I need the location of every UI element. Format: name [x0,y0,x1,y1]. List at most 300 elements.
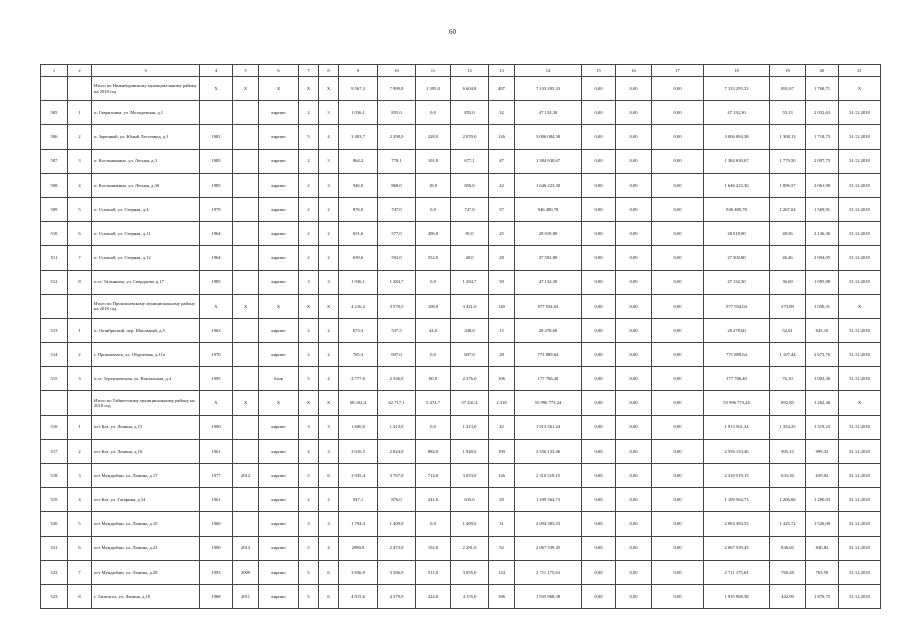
cell-total-area: 68 102,4 [339,391,378,415]
cell-reg-no: 514 [41,343,68,367]
cell-living-area: 876,0 [378,488,416,512]
cell-floors: X [299,294,319,318]
header-col-12: 12 [451,65,489,77]
cell-deadline: 31.12.2018 [839,488,881,512]
cell-reg-no: 507 [41,149,68,173]
cell-entrances: X [319,77,339,101]
cell-year-built: 1985 [200,173,233,197]
cell-address: п. Степной, ул. Стерная, д.12 [92,246,200,270]
cell-owners-funds: 1 935 968,38 [704,584,770,608]
cell-year-renovated [233,173,259,197]
cell-year-renovated [233,512,259,536]
cell-address: п. Октябрьский, пер. Школьный, д.5 [92,318,200,342]
cell-cost-per-m2: 1 354,25 [770,415,806,439]
cell-nonresidential-area: 0,0 [416,270,451,294]
cell-nonresidential-area: 228,0 [416,125,451,149]
cell-deadline: 31.12.2018 [839,125,881,149]
cell-local-budget: 0,00 [652,101,704,125]
cell-living-area: 2 336,0 [378,367,416,391]
cell-reg-no: 510 [41,222,68,246]
cell-year-renovated [233,101,259,125]
cell-floors: 5 [299,584,319,608]
cell-address: п. Заречный, ул. Юный Лесозавод, д.1 [92,125,200,149]
header-col-2: 2 [68,65,92,77]
cell-year-renovated [233,222,259,246]
cell-total-cost: 2 556 133,46 [515,439,582,463]
cell-nonresidential-area: 884,0 [416,439,451,463]
cell-year-renovated [233,197,259,221]
cell-owners-funds: 946 480,78 [704,197,770,221]
cell-nonresidential-area: 224,0 [416,584,451,608]
cell-nonresidential-area: 1 395,0 [416,77,451,101]
cell-residents: 31 [489,512,515,536]
cell-residents: 32 [489,101,515,125]
cell-residents: 126 [489,464,515,488]
table-row [41,246,881,270]
cell-floors: X [299,391,319,415]
cell-nonresidential-area: 101,0 [416,149,451,173]
cell-owners-funds: 1 109 564,73 [704,488,770,512]
cell-regional-budget: 0,00 [616,173,652,197]
cell-residential-area: 677,1 [451,149,489,173]
cell-year-built: 1961 [200,488,233,512]
cell-year-built: 1990 [200,415,233,439]
cell-fund-contribution: 0,00 [582,343,616,367]
table-row [41,125,881,149]
cell-entrances: 3 [319,512,339,536]
cell-deadline: X [839,391,881,415]
cell-fund-contribution: 0,00 [582,512,616,536]
cell-max-cost-per-m2: 1 718,73 [806,125,839,149]
table-row [41,77,881,101]
cell-floors: 2 [299,343,319,367]
cell-residential-area: 635,0 [451,488,489,512]
cell-living-area: 868,0 [378,173,416,197]
cell-cost-per-m2: 836,05 [770,536,806,560]
cell-year-built: 1979 [200,197,233,221]
cell-entrances: 2 [319,197,339,221]
cell-address: п.ст. Терентьевская, ул. Вокзальная, д.4 [92,367,200,391]
cell-living-area: 537,5 [378,318,416,342]
cell-fund-contribution: 0,00 [582,77,616,101]
cell-local-budget: 0,00 [652,173,704,197]
cell-total-cost: 28 018,80 [515,222,582,246]
cell-year-renovated [233,439,259,463]
cell-local-budget: 0,00 [652,343,704,367]
cell-reg-no [41,77,68,101]
cell-nonresidential-area: 44,0 [416,318,451,342]
cell-item-no: 8 [68,584,92,608]
cell-fund-contribution: 0,00 [582,536,616,560]
cell-total-cost: 27 502,80 [515,246,582,270]
cell-total-area: 2 777,6 [339,367,378,391]
cell-owners-funds: 1 913 561,24 [704,415,770,439]
cell-floors: 2 [299,488,319,512]
cell-total-cost: 7 133 295,33 [515,77,582,101]
cell-reg-no: 512 [41,270,68,294]
cell-living-area: 855,0 [378,101,416,125]
cell-total-area: 3 016,5 [339,439,378,463]
cell-reg-no: 523 [41,584,68,608]
cell-reg-no: 515 [41,367,68,391]
cell-residents: 42 [489,173,515,197]
header-col-11: 11 [416,65,451,77]
cell-item-no: 2 [68,125,92,149]
cell-entrances: 6 [319,464,339,488]
cell-wall-material: кирпич [259,584,299,608]
cell-item-no: 4 [68,488,92,512]
cell-reg-no: 508 [41,173,68,197]
cell-total-area: 9 567,3 [339,77,378,101]
cell-address: п. Костиншкино, ул. Лесная, д.3 [92,149,200,173]
cell-year-renovated [233,270,259,294]
cell-deadline: X [839,77,881,101]
cell-living-area: 747,0 [378,197,416,221]
cell-owners-funds: 47 132,30 [704,270,770,294]
cell-total-cost: 1 935 968,38 [515,584,582,608]
cell-fund-contribution: 0,00 [582,439,616,463]
cell-owners-funds: 771 889,64 [704,343,770,367]
cell-owners-funds: 977 934,04 [704,294,770,318]
cell-entrances: 6 [319,560,339,584]
cell-year-renovated [233,246,259,270]
cell-living-area: 2 473,0 [378,536,416,560]
cell-entrances: X [319,294,339,318]
cell-total-cost: 2 310 519,15 [515,464,582,488]
table-row [41,222,881,246]
cell-owners-funds: 1 384 630,67 [704,149,770,173]
cell-regional-budget: 0,00 [616,125,652,149]
cell-reg-no: 505 [41,101,68,125]
cell-total-cost: 177 766,40 [515,367,582,391]
cell-regional-budget: 0,00 [616,584,652,608]
cell-max-cost-per-m2: 639,92 [806,464,839,488]
cell-regional-budget: 0,00 [616,391,652,415]
cell-residential-area: 81,0 [451,222,489,246]
cell-nonresidential-area: 0,0 [416,101,451,125]
cell-regional-budget: 0,00 [616,439,652,463]
cell-fund-contribution: 0,00 [582,125,616,149]
header-col-18: 18 [704,65,770,77]
cell-living-area: 2 824,0 [378,439,416,463]
cell-owners-funds: 2 094 383,53 [704,512,770,536]
cell-regional-budget: 0,00 [616,464,652,488]
cell-reg-no: 521 [41,536,68,560]
cell-nonresidential-area: 0,0 [416,197,451,221]
cell-local-budget: 0,00 [652,246,704,270]
cell-living-area: 3 767,0 [378,464,416,488]
cell-local-budget: 0,00 [652,439,704,463]
cell-fund-contribution: 0,00 [582,584,616,608]
cell-residents: 28 [489,343,515,367]
header-col-1: 1 [41,65,68,77]
cell-address: пгт Каз, ул. Ленина, д.16 [92,439,200,463]
cell-cost-per-m2: 442,09 [770,584,806,608]
cell-living-area: 3 579,5 [378,294,416,318]
cell-item-no: 7 [68,560,92,584]
cell-regional-budget: 0,00 [616,197,652,221]
cell-cost-per-m2: 1 107,44 [770,343,806,367]
cell-max-cost-per-m2: 2 097,75 [806,149,839,173]
cell-floors: 5 [299,464,319,488]
cell-year-renovated [233,149,259,173]
cell-deadline: 31.12.2018 [839,197,881,221]
cell-residents: 126 [489,125,515,149]
cell-total-cost: 28 278,60 [515,318,582,342]
cell-deadline: 31.12.2018 [839,149,881,173]
cell-residents: 186 [489,584,515,608]
cell-max-cost-per-m2: 999,32 [806,439,839,463]
cell-max-cost-per-m2: 1 280,03 [806,488,839,512]
cell-reg-no: 509 [41,197,68,221]
cell-fund-contribution: 0,00 [582,560,616,584]
cell-wall-material: кирпич [259,222,299,246]
cell-total-cost: 1 109 564,73 [515,488,582,512]
cell-fund-contribution: 0,00 [582,270,616,294]
cell-max-cost-per-m2: 2 673,76 [806,343,839,367]
cell-year-built: 1985 [200,149,233,173]
cell-deadline: 31.12.2018 [839,584,881,608]
cell-cost-per-m2: 1 267,04 [770,197,806,221]
cell-nonresidential-area: 0,0 [416,415,451,439]
cell-owners-funds: 177 766,40 [704,367,770,391]
cell-local-budget: 0,00 [652,391,704,415]
cell-max-cost-per-m2: 2 061,98 [806,173,839,197]
cell-owners-funds: 55 996 773,24 [704,391,770,415]
cell-year-built: 1964 [200,246,233,270]
cell-wall-material: кирпич [259,343,299,367]
cell-local-budget: 0,00 [652,464,704,488]
cell-regional-budget: 0,00 [616,415,652,439]
cell-cost-per-m2: 48,56 [770,222,806,246]
table-row [41,294,881,318]
cell-regional-budget: 0,00 [616,77,652,101]
cell-regional-budget: 0,00 [616,294,652,318]
cell-floors: 5 [299,125,319,149]
cell-year-built: 1968 [200,584,233,608]
cell-regional-budget: 0,00 [616,222,652,246]
cell-entrances: 3 [319,173,339,197]
table-row [41,560,881,584]
cell-item-no: 5 [68,512,92,536]
cell-entrances: X [319,391,339,415]
cell-local-budget: 0,00 [652,318,704,342]
cell-floors: 5 [299,560,319,584]
cell-year-renovated: X [233,294,259,318]
cell-deadline: 31.12.2018 [839,222,881,246]
cell-local-budget: 0,00 [652,536,704,560]
cell-year-renovated [233,125,259,149]
cell-living-area: 62 717,1 [378,391,416,415]
cell-residents: 2 318 [489,391,515,415]
cell-fund-contribution: 0,00 [582,101,616,125]
header-col-5: 5 [233,65,259,77]
table-row [41,415,881,439]
cell-entrances: 3 [319,270,339,294]
cell-address: п. Костиншкино, ул. Лесная, д.3б [92,173,200,197]
cell-residents: 106 [489,367,515,391]
cell-fund-contribution: 0,00 [582,318,616,342]
cell-item-no: 7 [68,246,92,270]
cell-max-cost-per-m2: 1 262,46 [806,391,839,415]
cell-deadline: 31.12.2018 [839,560,881,584]
cell-deadline: X [839,294,881,318]
cell-entrances: 3 [319,101,339,125]
cell-year-renovated: 2013 [233,536,259,560]
cell-total-area: 3 403,7 [339,125,378,149]
cell-total-cost: 1 913 561,24 [515,415,582,439]
cell-fund-contribution: 0,00 [582,246,616,270]
cell-nonresidential-area: 552,0 [416,246,451,270]
cell-year-built: X [200,294,233,318]
cell-max-cost-per-m2: 1 768,71 [806,77,839,101]
cell-total-area: 4 216,2 [339,294,378,318]
cell-residential-area: 1 284,7 [451,270,489,294]
cell-item-no: 6 [68,536,92,560]
cell-deadline: 31.12.2018 [839,173,881,197]
cell-floors: 5 [299,536,319,560]
table-row [41,464,881,488]
cell-owners-funds: 3 006 084,38 [704,125,770,149]
page-number: 60 [449,28,456,36]
cell-total-area: 946,0 [339,173,378,197]
cell-nonresidential-area: 496,0 [416,222,451,246]
cell-residents: 25 [489,222,515,246]
cell-residential-area: 3 053,0 [451,464,489,488]
cell-nonresidential-area: 0,0 [416,512,451,536]
cell-residents: 50 [489,270,515,294]
cell-regional-budget: 0,00 [616,149,652,173]
cell-address: Итого по Нижнеудинскому муниципальному району на 2018 год [92,77,200,101]
cell-living-area: 2 298,0 [378,125,416,149]
cell-total-cost: 47 132,30 [515,270,582,294]
cell-living-area: 7 999,8 [378,77,416,101]
cell-local-budget: 0,00 [652,367,704,391]
cell-owners-funds: 2 711 175,63 [704,560,770,584]
cell-residential-area: 4 155,0 [451,584,489,608]
cell-deadline: 31.12.2018 [839,343,881,367]
cell-reg-no: 518 [41,464,68,488]
cell-nonresidential-area: 511,0 [416,560,451,584]
cell-fund-contribution: 0,00 [582,391,616,415]
cell-item-no [68,391,92,415]
cell-reg-no: 520 [41,512,68,536]
cell-living-area: 1 413,0 [378,415,416,439]
cell-wall-material: блок [259,367,299,391]
cell-wall-material: кирпич [259,197,299,221]
cell-cost-per-m2: 36,69 [770,270,806,294]
cell-living-area: 1 284,7 [378,270,416,294]
cell-year-built: 1961 [200,439,233,463]
cell-address: п. Гавриловка, ул. Молодежная, д.1 [92,101,200,125]
cell-entrances: 3 [319,415,339,439]
cell-regional-budget: 0,00 [616,270,652,294]
cell-residents: 52 [489,536,515,560]
cell-nonresidential-area: 5 474,7 [416,391,451,415]
cell-item-no: 8 [68,270,92,294]
register-table [40,64,881,609]
cell-wall-material: кирпич [259,512,299,536]
table-row [41,318,881,342]
cell-regional-budget: 0,00 [616,367,652,391]
cell-total-area: 1 036,1 [339,270,378,294]
cell-year-built: 1963 [200,318,233,342]
cell-entrances: 4 [319,367,339,391]
cell-reg-no: 517 [41,439,68,463]
cell-regional-budget: 0,00 [616,343,652,367]
cell-deadline: 31.12.2018 [839,536,881,560]
header-col-10: 10 [378,65,416,77]
cell-total-cost: 1 384 630,67 [515,149,582,173]
cell-wall-material: кирпич [259,246,299,270]
cell-entrances: 2 [319,488,339,512]
cell-floors: 4 [299,439,319,463]
cell-fund-contribution: 0,00 [582,197,616,221]
cell-cost-per-m2: 46,46 [770,246,806,270]
cell-address: п. Степной, ул. Стерная, д.11 [92,222,200,246]
cell-nonresidential-area: 241,0 [416,488,451,512]
table-row [41,149,881,173]
cell-item-no: 4 [68,173,92,197]
header-col-19: 19 [770,65,806,77]
cell-cost-per-m2: 1 308,13 [770,125,806,149]
cell-year-built: 1970 [200,343,233,367]
cell-deadline: 31.12.2018 [839,246,881,270]
cell-reg-no: 519 [41,488,68,512]
cell-local-budget: 0,00 [652,125,704,149]
cell-wall-material: X [259,294,299,318]
cell-reg-no [41,294,68,318]
cell-entrances: 3 [319,439,339,463]
cell-residential-area: 697,0 [451,343,489,367]
cell-year-built: 1990 [200,536,233,560]
cell-owners-funds: 27 502,80 [704,246,770,270]
header-col-15: 15 [582,65,616,77]
cell-residential-area: 3 421,0 [451,294,489,318]
cell-cost-per-m2: 273,89 [770,294,806,318]
cell-deadline: 31.12.2018 [839,101,881,125]
cell-fund-contribution: 0,00 [582,488,616,512]
cell-residential-area: 1 409,0 [451,512,489,536]
cell-max-cost-per-m2: 645,10 [806,318,839,342]
cell-floors: 2 [299,318,319,342]
cell-reg-no: 522 [41,560,68,584]
cell-max-cost-per-m2: 1 870,75 [806,584,839,608]
cell-residential-area: 6 604,8 [451,77,489,101]
cell-entrances: 3 [319,149,339,173]
cell-local-budget: 0,00 [652,294,704,318]
cell-residential-area: 855,0 [451,101,489,125]
cell-total-area: 1 036,1 [339,101,378,125]
cell-year-renovated: 2012 [233,464,259,488]
cell-living-area: 577,0 [378,222,416,246]
cell-wall-material: кирпич [259,101,299,125]
cell-wall-material: кирпич [259,439,299,463]
cell-residents: 15 [489,318,515,342]
cell-max-cost-per-m2: 1 569,91 [806,197,839,221]
cell-residential-area: 40,0 [451,246,489,270]
cell-cost-per-m2: 760,28 [770,560,806,584]
cell-total-area: 651,6 [339,222,378,246]
cell-total-cost: 2 094 383,53 [515,512,582,536]
header-col-7: 7 [299,65,319,77]
cell-wall-material: кирпич [259,149,299,173]
cell-floors: 2 [299,246,319,270]
cell-regional-budget: 0,00 [616,560,652,584]
cell-floors: 5 [299,367,319,391]
cell-item-no: 1 [68,415,92,439]
cell-residential-area: 850,0 [451,173,489,197]
